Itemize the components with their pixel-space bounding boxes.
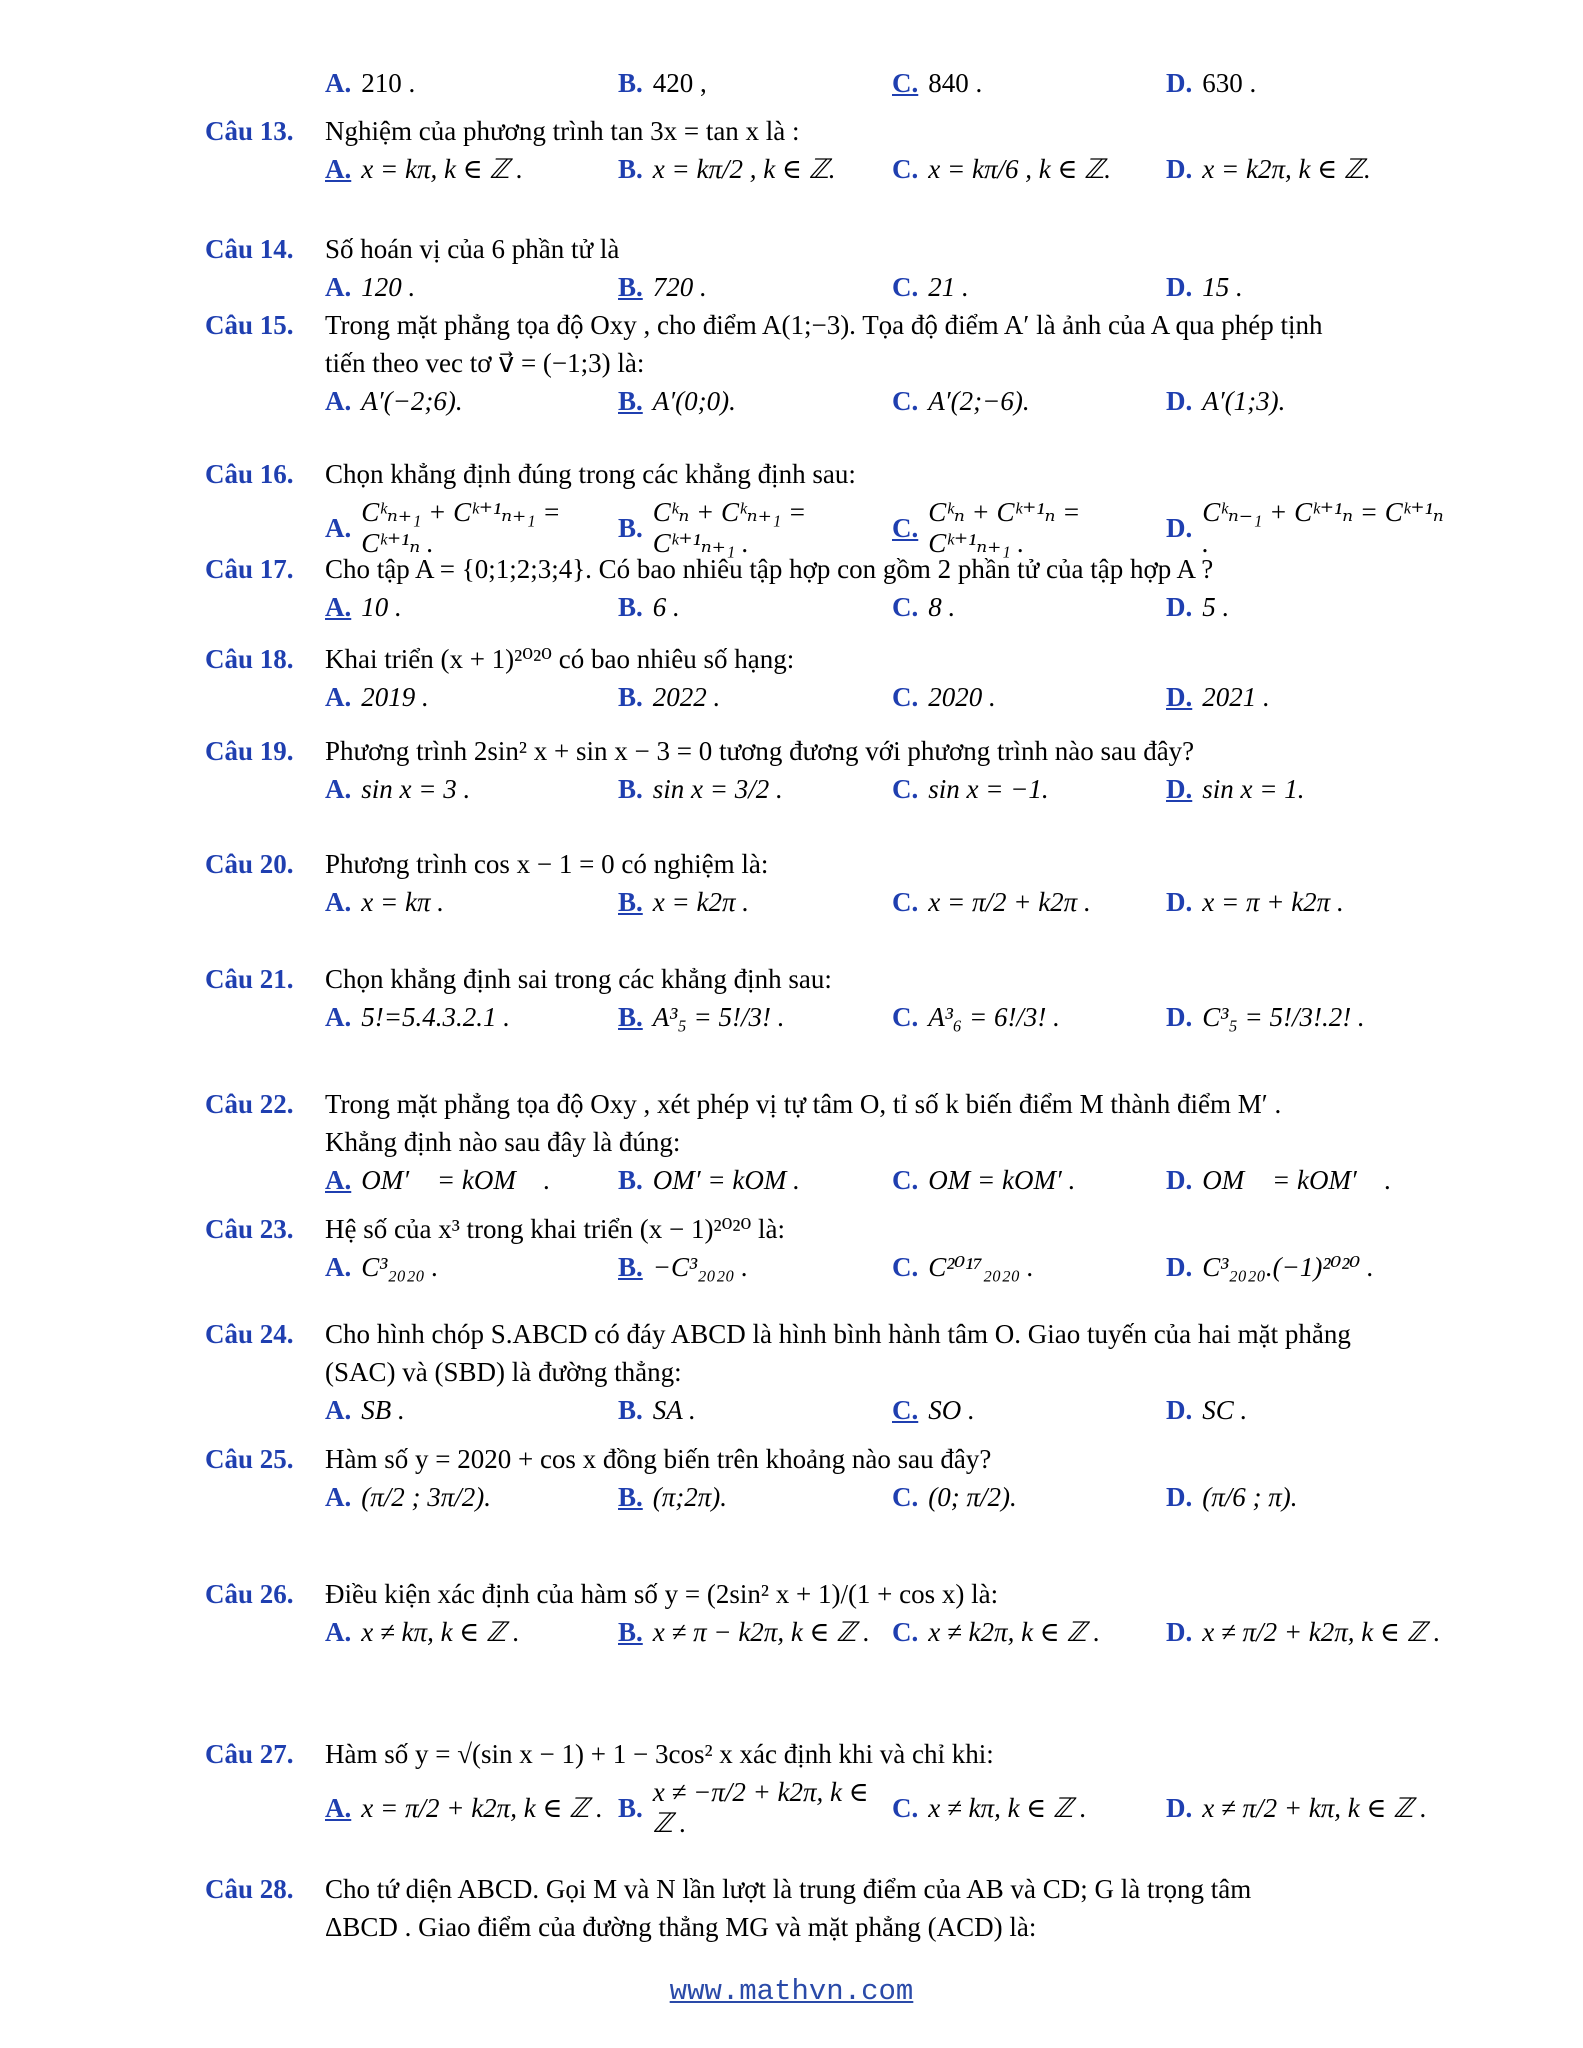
option-label: B. xyxy=(618,154,643,184)
option-text: 5!=5.4.3.2.1 . xyxy=(361,1002,510,1032)
option-text: x ≠ k2π, k ∈ ℤ . xyxy=(928,1617,1101,1647)
option-text: 21 . xyxy=(928,272,969,302)
option-label: D. xyxy=(1166,1002,1193,1032)
option-label-correct: D. xyxy=(1166,774,1193,804)
option-label: D. xyxy=(1166,1165,1193,1195)
answer-options xyxy=(205,1482,1445,1513)
option-label: A. xyxy=(325,1395,352,1425)
answer-option-b[interactable] xyxy=(618,1165,892,1196)
option-text: sin x = 3/2 . xyxy=(652,774,783,804)
answer-options xyxy=(205,272,1445,303)
question-text-continued: tiến theo vec tơ v⃗ = (−1;3) là: xyxy=(325,348,645,378)
answer-option-b[interactable] xyxy=(618,887,892,918)
question-text: Số hoán vị của 6 phần tử là xyxy=(325,234,620,264)
option-text: (π;2π). xyxy=(652,1482,728,1512)
question-block xyxy=(205,845,1445,918)
answer-option-a[interactable] xyxy=(325,774,618,805)
q12-option-a[interactable] xyxy=(325,68,618,99)
option-text: x = kπ/2 , k ∈ ℤ. xyxy=(652,154,836,184)
option-text: 120 . xyxy=(361,272,416,302)
option-text: 8 . xyxy=(928,592,956,622)
question-number: Câu 20. xyxy=(205,849,294,879)
question-header xyxy=(205,455,1445,493)
option-label: C. xyxy=(892,1165,919,1195)
answer-options xyxy=(205,1777,1445,1839)
option-text: Cᵏₙ₋₁ + Cᵏ⁺¹ₙ = Cᵏ⁺¹ₙ . xyxy=(1202,497,1444,558)
option-text: 420 , xyxy=(652,68,707,98)
question-number: Câu 13. xyxy=(205,116,294,146)
option-text: 2019 . xyxy=(361,682,429,712)
answer-options xyxy=(205,887,1445,918)
option-label: A. xyxy=(325,386,352,416)
answer-option-d[interactable] xyxy=(1166,1252,1446,1283)
question-number: Câu 19. xyxy=(205,736,294,766)
answer-option-d[interactable] xyxy=(1166,272,1446,303)
answer-options xyxy=(205,154,1445,185)
option-label: C. xyxy=(892,592,919,622)
option-text: A′(0;0). xyxy=(652,386,736,416)
option-label: B. xyxy=(618,774,643,804)
answer-option-a[interactable] xyxy=(325,1395,618,1426)
option-label-correct: B. xyxy=(618,1002,643,1032)
option-text: 720 . xyxy=(652,272,707,302)
question-block xyxy=(205,1575,1445,1648)
option-text: C³₂₀₂₀ . xyxy=(361,1252,439,1282)
question-header xyxy=(205,732,1445,770)
option-label: B. xyxy=(618,512,643,543)
answer-option-c[interactable] xyxy=(892,1777,1166,1839)
answer-option-d[interactable] xyxy=(1166,1482,1446,1513)
answer-option-d[interactable] xyxy=(1166,1395,1446,1426)
option-label-correct: C. xyxy=(892,512,919,543)
question-header xyxy=(205,1085,1445,1123)
answer-option-b[interactable] xyxy=(618,1777,892,1839)
option-label: D. xyxy=(1166,68,1193,98)
question-block xyxy=(205,1440,1445,1513)
option-label: B. xyxy=(618,592,643,622)
question-header xyxy=(205,1440,1445,1478)
option-label-correct: D. xyxy=(1166,682,1193,712)
option-label: C. xyxy=(892,272,919,302)
option-text: x = k2π, k ∈ ℤ. xyxy=(1202,154,1371,184)
option-label: B. xyxy=(618,1792,643,1823)
answer-option-d[interactable] xyxy=(1166,682,1446,713)
option-text: 6 . xyxy=(652,592,680,622)
option-label: D. xyxy=(1166,1395,1193,1425)
option-text: 2020 . xyxy=(928,682,996,712)
option-text: x = π/2 + k2π . xyxy=(928,887,1091,917)
question-number: Câu 15. xyxy=(205,310,294,340)
answer-option-a[interactable] xyxy=(325,1252,618,1283)
option-label: D. xyxy=(1166,512,1193,543)
option-label: A. xyxy=(325,682,352,712)
question-text: Chọn khẳng định đúng trong các khẳng định sau: xyxy=(325,459,856,489)
option-text: x ≠ π − k2π, k ∈ ℤ . xyxy=(652,1617,870,1647)
question-block xyxy=(205,550,1445,623)
answer-option-a[interactable] xyxy=(325,682,618,713)
option-text: SO . xyxy=(928,1395,975,1425)
option-text: C³₅ = 5!/3!.2! . xyxy=(1202,1002,1365,1032)
question-text: Khai triển (x + 1)²⁰²⁰ có bao nhiêu số hạng: xyxy=(325,644,795,674)
answer-options xyxy=(205,592,1445,623)
question-number: Câu 18. xyxy=(205,644,294,674)
question-text: Điều kiện xác định của hàm số y = (2sin² x + 1)/(1 + cos x) là: xyxy=(325,1579,999,1609)
option-text: (0; π/2). xyxy=(928,1482,1017,1512)
answer-option-a[interactable] xyxy=(325,272,618,303)
option-label: D. xyxy=(1166,1792,1193,1823)
option-label: B. xyxy=(618,68,643,98)
option-text: x = kπ/6 , k ∈ ℤ. xyxy=(928,154,1112,184)
answer-option-b[interactable] xyxy=(618,272,892,303)
option-label-correct: A. xyxy=(325,1165,352,1195)
question-text-continued: ΔBCD . Giao điểm của đường thẳng MG và mặt phẳng (ACD) là: xyxy=(325,1912,1037,1942)
question-block xyxy=(205,960,1445,1033)
footer-link[interactable]: www.mathvn.com xyxy=(669,1975,914,2008)
answer-option-a[interactable] xyxy=(325,154,618,185)
option-label: D. xyxy=(1166,592,1193,622)
option-text: OM′⃗ = kOM⃗ . xyxy=(361,1165,551,1195)
option-label: A. xyxy=(325,1482,352,1512)
question-block xyxy=(205,732,1445,805)
option-text: SB . xyxy=(361,1395,405,1425)
answer-option-c[interactable] xyxy=(892,1165,1166,1196)
option-text: x ≠ kπ, k ∈ ℤ . xyxy=(928,1792,1087,1823)
option-label-correct: B. xyxy=(618,1482,643,1512)
question-number: Câu 23. xyxy=(205,1214,294,1244)
question-text: Cho tứ diện ABCD. Gọi M và N lần lượt là trung điểm của AB và CD; G là trọng tâm xyxy=(325,1874,1252,1904)
option-label: A. xyxy=(325,272,352,302)
question-text-continued: (SAC) và (SBD) là đường thẳng: xyxy=(325,1357,682,1387)
option-text: SA . xyxy=(652,1395,696,1425)
q12-option-d[interactable] xyxy=(1166,68,1446,99)
answer-option-c[interactable] xyxy=(892,592,1166,623)
option-label: C. xyxy=(892,1482,919,1512)
option-label: B. xyxy=(618,682,643,712)
answer-option-c[interactable] xyxy=(892,1395,1166,1426)
question-text: Hàm số y = √(sin x − 1) + 1 − 3cos² x xác định khi và chỉ khi: xyxy=(325,1739,994,1769)
option-text: A³₅ = 5!/3! . xyxy=(652,1002,785,1032)
option-label: A. xyxy=(325,1617,352,1647)
option-label: C. xyxy=(892,1002,919,1032)
answer-option-c[interactable] xyxy=(892,1002,1166,1033)
option-label: C. xyxy=(892,887,919,917)
answer-option-c[interactable] xyxy=(892,272,1166,303)
answer-option-b[interactable] xyxy=(618,1002,892,1033)
question-text: Phương trình cos x − 1 = 0 có nghiệm là: xyxy=(325,849,769,879)
question-text: Cho tập A = {0;1;2;3;4}. Có bao nhiêu tập hợp con gồm 2 phần tử của tập hợp A ? xyxy=(325,554,1214,584)
answer-option-c[interactable] xyxy=(892,682,1166,713)
answer-option-b[interactable] xyxy=(618,1482,892,1513)
option-text: Cᵏₙ + Cᵏₙ₊₁ = Cᵏ⁺¹ₙ₊₁ . xyxy=(652,497,807,558)
question-number: Câu 24. xyxy=(205,1319,294,1349)
question-header xyxy=(205,550,1445,588)
option-label: D. xyxy=(1166,1482,1193,1512)
option-label-correct: B. xyxy=(618,386,643,416)
option-label-correct: B. xyxy=(618,1252,643,1282)
question-header xyxy=(205,230,1445,268)
option-text: 15 . xyxy=(1202,272,1243,302)
question-number: Câu 27. xyxy=(205,1739,294,1769)
q12-option-b[interactable] xyxy=(618,68,892,99)
question-header xyxy=(205,112,1445,150)
answer-option-a[interactable] xyxy=(325,1617,618,1648)
answer-options xyxy=(205,774,1445,805)
question-block xyxy=(205,1735,1445,1839)
question-number: Câu 16. xyxy=(205,459,294,489)
answer-options xyxy=(205,1165,1445,1196)
question-number: Câu 17. xyxy=(205,554,294,584)
answer-options xyxy=(205,682,1445,713)
option-label: B. xyxy=(618,1395,643,1425)
option-text: A³₆ = 6!/3! . xyxy=(928,1002,1060,1032)
option-text: A′(2;−6). xyxy=(928,386,1030,416)
option-label: D. xyxy=(1166,386,1193,416)
option-label: A. xyxy=(325,1252,352,1282)
q12-option-c[interactable] xyxy=(892,68,1166,99)
question-text: Phương trình 2sin² x + sin x − 3 = 0 tương đương với phương trình nào sau đây? xyxy=(325,736,1195,766)
question-block xyxy=(205,306,1445,417)
option-label: C. xyxy=(892,1792,919,1823)
option-text: Cᵏₙ₊₁ + Cᵏ⁺¹ₙ₊₁ = Cᵏ⁺¹ₙ . xyxy=(361,497,561,558)
question-header xyxy=(205,960,1445,998)
option-label: C. xyxy=(892,386,919,416)
question-header xyxy=(205,1315,1445,1353)
option-label: A. xyxy=(325,887,352,917)
option-text: 10 . xyxy=(361,592,402,622)
option-text: A′(1;3). xyxy=(1202,386,1286,416)
option-label-correct: A. xyxy=(325,154,352,184)
option-text: x ≠ −π/2 + k2π, k ∈ ℤ . xyxy=(652,1777,869,1838)
option-label-correct: C. xyxy=(892,1395,919,1425)
question-number: Câu 21. xyxy=(205,964,294,994)
question-header xyxy=(205,1870,1445,1908)
question-block xyxy=(205,640,1445,713)
answer-option-c[interactable] xyxy=(892,887,1166,918)
answer-option-d[interactable] xyxy=(1166,1617,1446,1648)
question-text: Trong mặt phẳng tọa độ Oxy , cho điểm A(1;−3). Tọa độ điểm A′ là ảnh của A qua phép tịnh xyxy=(325,310,1323,340)
option-label-correct: A. xyxy=(325,1792,352,1823)
option-text: C²⁰¹⁷₂₀₂₀ . xyxy=(928,1252,1034,1282)
option-text: (π/2 ; 3π/2). xyxy=(361,1482,492,1512)
option-text: A′(−2;6). xyxy=(361,386,463,416)
answer-option-d[interactable] xyxy=(1166,1002,1446,1033)
answer-option-b[interactable] xyxy=(618,154,892,185)
option-text: sin x = 1. xyxy=(1202,774,1305,804)
question-block xyxy=(205,1315,1445,1426)
option-label: D. xyxy=(1166,887,1193,917)
question-block xyxy=(205,455,1445,559)
answer-option-d[interactable] xyxy=(1166,154,1446,185)
answer-option-b[interactable] xyxy=(618,682,892,713)
answer-options xyxy=(205,1395,1445,1426)
question-header xyxy=(205,306,1445,344)
option-label: D. xyxy=(1166,1617,1193,1647)
option-text: sin x = 3 . xyxy=(361,774,471,804)
answer-option-d[interactable] xyxy=(1166,592,1446,623)
question-text: Hệ số của x³ trong khai triển (x − 1)²⁰²⁰ là: xyxy=(325,1214,786,1244)
option-text: 2021 . xyxy=(1202,682,1270,712)
question-header xyxy=(205,845,1445,883)
answer-option-b[interactable] xyxy=(618,774,892,805)
option-text: −C³₂₀₂₀ . xyxy=(652,1252,749,1282)
answer-options xyxy=(205,1002,1445,1033)
answer-option-d[interactable] xyxy=(1166,386,1446,417)
question-block xyxy=(205,230,1445,303)
answer-option-b[interactable] xyxy=(618,1252,892,1283)
question-12-options xyxy=(205,68,1445,99)
question-text: Cho hình chóp S.ABCD có đáy ABCD là hình bình hành tâm O. Giao tuyến của hai mặt phẳng xyxy=(325,1319,1351,1349)
question-header xyxy=(205,1735,1445,1773)
option-text: OM⃗ = kOM′⃗ . xyxy=(1202,1165,1392,1195)
answer-options xyxy=(205,1252,1445,1283)
answer-option-b[interactable] xyxy=(618,386,892,417)
answer-options xyxy=(205,1617,1445,1648)
answer-option-c[interactable] xyxy=(892,154,1166,185)
question-number: Câu 26. xyxy=(205,1579,294,1609)
option-text: x = kπ . xyxy=(361,887,444,917)
option-label-correct: C. xyxy=(892,68,919,98)
option-text: C³₂₀₂₀.(−1)²⁰²⁰ . xyxy=(1202,1252,1374,1282)
question-text: Nghiệm của phương trình tan 3x = tan x là : xyxy=(325,116,800,146)
answer-option-a[interactable] xyxy=(325,386,618,417)
answer-option-b[interactable] xyxy=(618,1395,892,1426)
answer-option-c[interactable] xyxy=(892,774,1166,805)
question-header xyxy=(205,1575,1445,1613)
option-text: x = kπ, k ∈ ℤ . xyxy=(361,154,524,184)
option-text: x ≠ kπ, k ∈ ℤ . xyxy=(361,1617,520,1647)
question-text: Chọn khẳng định sai trong các khẳng định sau: xyxy=(325,964,832,994)
option-text: OM′ = kOM . xyxy=(652,1165,800,1195)
option-label: D. xyxy=(1166,1252,1193,1282)
option-label: A. xyxy=(325,1002,352,1032)
option-label: A. xyxy=(325,68,352,98)
option-text: sin x = −1. xyxy=(928,774,1049,804)
option-text: x = π + k2π . xyxy=(1202,887,1344,917)
question-block xyxy=(205,1210,1445,1283)
question-text: Trong mặt phẳng tọa độ Oxy , xét phép vị tự tâm O, tỉ số k biến điểm M thành điểm M′ . xyxy=(325,1089,1282,1119)
option-label: A. xyxy=(325,512,352,543)
option-text: 5 . xyxy=(1202,592,1230,622)
answer-options xyxy=(205,386,1445,417)
question-block xyxy=(205,1870,1445,1946)
answer-option-b[interactable] xyxy=(618,592,892,623)
answer-option-a[interactable] xyxy=(325,1777,618,1839)
option-label: C. xyxy=(892,682,919,712)
option-text: SC . xyxy=(1202,1395,1248,1425)
option-label: C. xyxy=(892,1617,919,1647)
answer-option-a[interactable] xyxy=(325,1165,618,1196)
option-label: C. xyxy=(892,774,919,804)
option-label-correct: B. xyxy=(618,272,643,302)
question-header xyxy=(205,640,1445,678)
answer-option-c[interactable] xyxy=(892,1252,1166,1283)
question-text-continued: Khẳng định nào sau đây là đúng: xyxy=(325,1127,681,1157)
question-text: Hàm số y = 2020 + cos x đồng biến trên khoảng nào sau đây? xyxy=(325,1444,992,1474)
option-text: 840 . xyxy=(928,68,983,98)
question-number: Câu 25. xyxy=(205,1444,294,1474)
option-label: B. xyxy=(618,1165,643,1195)
answer-option-a[interactable] xyxy=(325,592,618,623)
answer-option-d[interactable] xyxy=(1166,887,1446,918)
question-block xyxy=(205,1085,1445,1196)
option-label-correct: B. xyxy=(618,1617,643,1647)
option-label-correct: B. xyxy=(618,887,643,917)
question-block xyxy=(205,112,1445,185)
question-number: Câu 22. xyxy=(205,1089,294,1119)
option-text: x = π/2 + k2π, k ∈ ℤ . xyxy=(361,1792,603,1823)
option-label: D. xyxy=(1166,154,1193,184)
answer-option-a[interactable] xyxy=(325,1002,618,1033)
option-text: 2022 . xyxy=(652,682,721,712)
answer-option-c[interactable] xyxy=(892,1617,1166,1648)
question-number: Câu 28. xyxy=(205,1874,294,1904)
answer-option-a[interactable] xyxy=(325,1482,618,1513)
question-number: Câu 14. xyxy=(205,234,294,264)
option-text: 630 . xyxy=(1202,68,1257,98)
option-text: x ≠ π/2 + k2π, k ∈ ℤ . xyxy=(1202,1617,1441,1647)
answer-option-d[interactable] xyxy=(1166,1165,1446,1196)
option-label-correct: A. xyxy=(325,592,352,622)
answer-option-c[interactable] xyxy=(892,1482,1166,1513)
question-header xyxy=(205,1210,1445,1248)
option-label: C. xyxy=(892,1252,919,1282)
option-text: (π/6 ; π). xyxy=(1202,1482,1298,1512)
answer-option-d[interactable] xyxy=(1166,1777,1446,1839)
option-text: x ≠ π/2 + kπ, k ∈ ℤ . xyxy=(1202,1792,1427,1823)
option-label: D. xyxy=(1166,272,1193,302)
answer-option-c[interactable] xyxy=(892,386,1166,417)
answer-option-b[interactable] xyxy=(618,1617,892,1648)
answer-option-d[interactable] xyxy=(1166,774,1446,805)
option-text: x = k2π . xyxy=(652,887,749,917)
option-text: 210 . xyxy=(361,68,416,98)
answer-option-a[interactable] xyxy=(325,887,618,918)
option-text: OM = kOM′ . xyxy=(928,1165,1076,1195)
option-label: A. xyxy=(325,774,352,804)
option-text: Cᵏₙ + Cᵏ⁺¹ₙ = Cᵏ⁺¹ₙ₊₁ . xyxy=(928,497,1081,558)
option-label: C. xyxy=(892,154,919,184)
